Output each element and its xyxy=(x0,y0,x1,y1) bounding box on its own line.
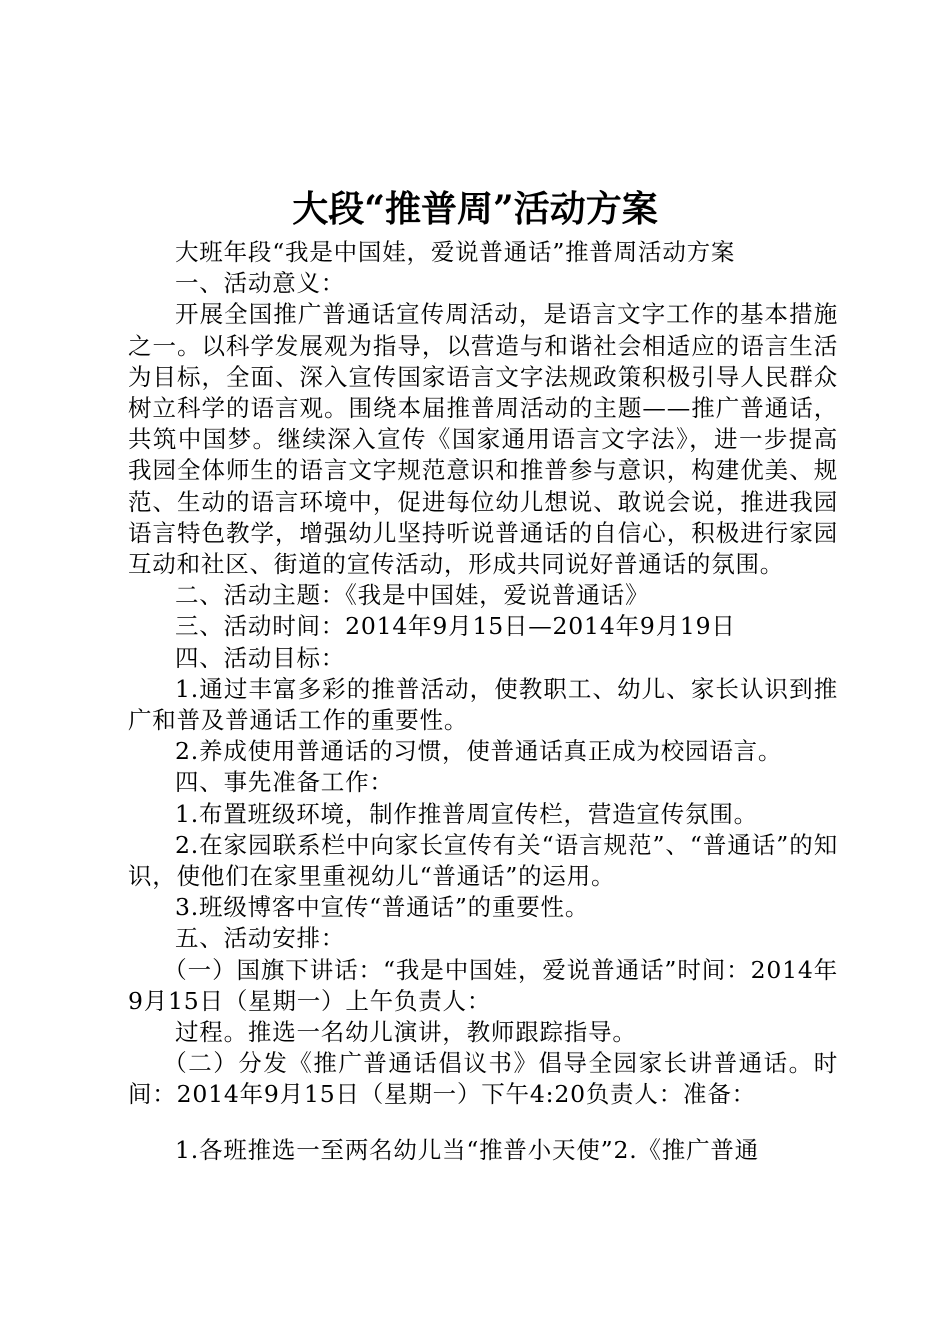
list-item: 1.通过丰富多彩的推普活动，使教职工、幼儿、家长认识到推广和普及普通话工作的重要性。 xyxy=(128,674,838,735)
list-item: 2.在家园联系栏中向家长宣传有关“语言规范”、“普通话”的知识，使他们在家里重视幼儿“普通话”的运用。 xyxy=(128,830,838,891)
section-heading: 三、活动时间：2014年9月15日—2014年9月19日 xyxy=(175,612,736,641)
arrangement-item: （二）分发《推广普通话倡议书》倡导全园家长讲普通话。时间：2014年9月15日（星期一）下午4:20负责人：准备： xyxy=(128,1049,838,1109)
arrangement-item: （一）国旗下讲话：“我是中国娃，爱说普通话”时间：2014年9月15日（星期一）上午负责人： xyxy=(128,955,838,1015)
body-paragraph: 过程。推选一名幼儿演讲，教师跟踪指导。 xyxy=(175,1018,637,1047)
list-item: 1.各班推选一至两名幼儿当“推普小天使”2.《推广普通 xyxy=(175,1135,759,1164)
section-heading: 一、活动意义： xyxy=(175,269,346,298)
list-item: 1.布置班级环境，制作推普周宣传栏，营造宣传氛围。 xyxy=(175,799,758,828)
body-paragraph: 开展全国推广普通话宣传周活动，是语言文字工作的基本措施之一。以科学发展观为指导，以营造与和谐社会相适应的语言生活为目标，全面、深入宣传国家语言文字法规政策积极引导人民群众树立科学的语言观。围绕本届推普周活动的主题——推广普通话，共筑中国梦。继续深入宣传《国家通用语言文字法》，进一步提高我园全体师生的语言文字规范意识和推普参与意识，构建优美、规范、生动的语言环境中，促进每位幼儿想说、敢说会说，推进我园语言特色教学，增强幼儿坚持听说普通话的自信心，积极进行家园互动和社区、街道的宣传活动，形成共同说好普通话的氛围。 xyxy=(128,300,838,579)
list-item: 3.班级博客中宣传“普通话”的重要性。 xyxy=(175,893,590,922)
paragraph-spacer xyxy=(128,1111,838,1135)
section-heading: 四、事先准备工作： xyxy=(175,768,394,797)
section-heading: 二、活动主题：《我是中国娃，爱说普通话》 xyxy=(175,581,650,610)
document-title: 大段“推普周”活动方案 xyxy=(292,188,658,230)
subtitle-paragraph: 大班年段“我是中国娃，爱说普通话”推普周活动方案 xyxy=(175,238,736,266)
section-heading: 五、活动安排： xyxy=(175,924,346,953)
section-heading: 四、活动目标： xyxy=(175,643,346,672)
list-item: 2.养成使用普通话的习惯，使普通话真正成为校园语言。 xyxy=(175,737,783,766)
document-body xyxy=(128,237,838,1166)
